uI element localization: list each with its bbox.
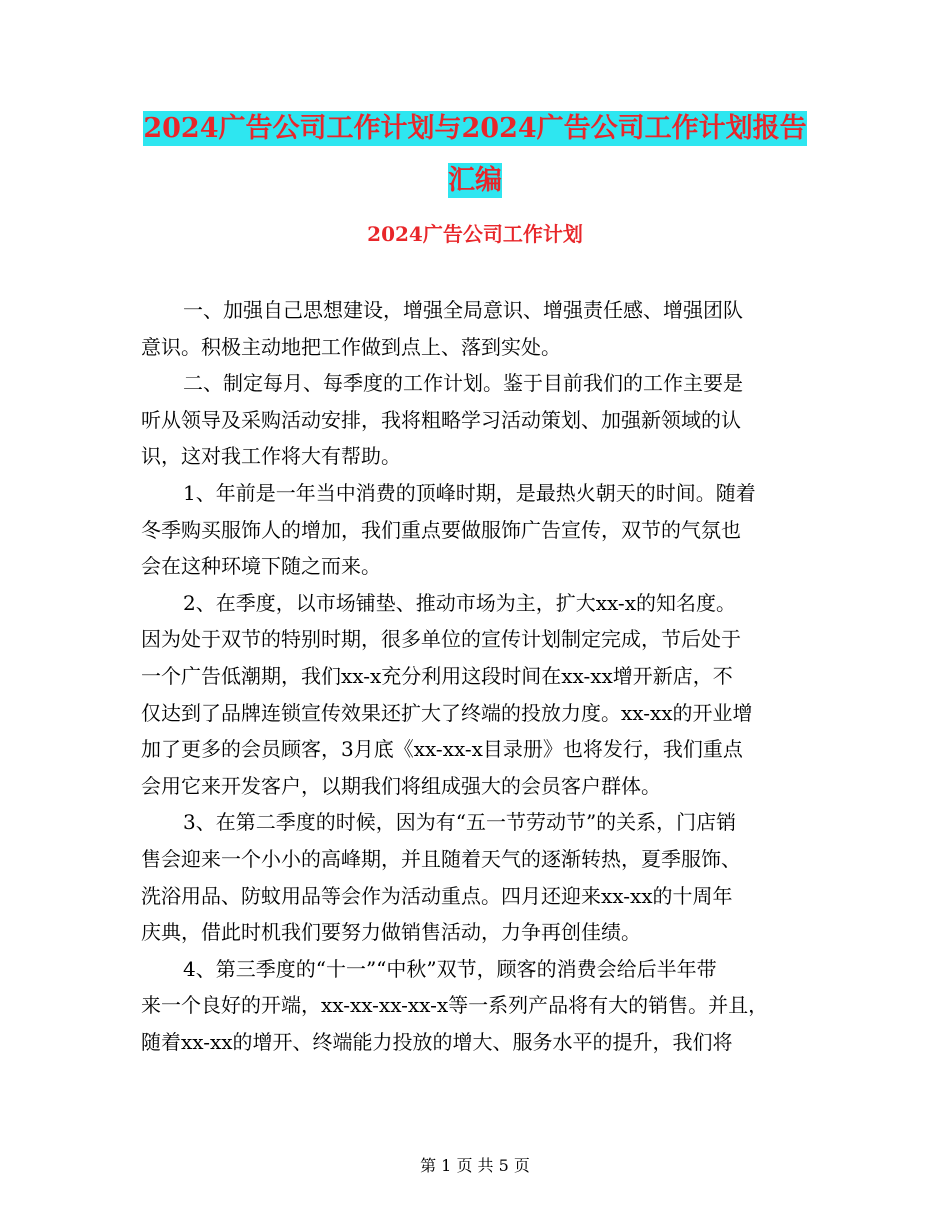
paragraph-line: 4、第三季度的“十一”“中秋”双节，顾客的消费会给后半年带 <box>183 956 717 981</box>
title-line-2 <box>0 160 950 202</box>
paragraph-line: 加了更多的会员顾客，3月底《xx-xx-x目录册》也将发行，我们重点 <box>141 737 743 762</box>
document-body <box>141 292 816 1060</box>
paragraph-line: 一个广告低潮期，我们xx-x充分利用这段时间在xx-xx增开新店，不 <box>141 663 733 688</box>
paragraph <box>141 951 816 1061</box>
paragraph-line: 3、在第二季度的时候，因为有“五一节劳动节”的关系，门店销 <box>183 810 737 835</box>
paragraph <box>141 475 816 585</box>
paragraph-line: 会在这种环境下随之而来。 <box>141 554 381 579</box>
paragraph-line: 庆典，借此时机我们要努力做销售活动，力争再创佳绩。 <box>141 920 641 945</box>
section-heading: 2024广告公司工作计划 <box>367 222 583 246</box>
paragraph-line: 冬季购买服饰人的增加，我们重点要做服饰广告宣传，双节的气氛也 <box>141 517 741 542</box>
title-text-1: 2024广告公司工作计划与2024广告公司工作计划报告 <box>143 113 807 144</box>
paragraph-line: 一、加强自己思想建设，增强全局意识、增强责任感、增强团队 <box>183 298 743 322</box>
document-title <box>0 108 950 202</box>
paragraph-line: 2、在季度，以市场铺垫、推动市场为主，扩大xx-x的知名度。 <box>183 590 736 615</box>
paragraph-line: 洗浴用品、防蚊用品等会作为活动重点。四月还迎来xx-xx的十周年 <box>141 883 733 908</box>
title-text-2: 汇编 <box>448 165 502 196</box>
paragraph-line: 因为处于双节的特别时期，很多单位的宣传计划制定完成，节后处于 <box>141 627 741 652</box>
paragraph <box>141 585 816 805</box>
page-footer: 第 1 页 共 5 页 <box>420 1156 530 1175</box>
paragraph-line: 听从领导及采购活动安排，我将粗略学习活动策划、加强新领域的认 <box>141 407 741 432</box>
paragraph <box>141 365 816 475</box>
paragraph-line: 意识。积极主动地把工作做到点上、落到实处。 <box>141 334 561 359</box>
paragraph-line: 二、制定每月、每季度的工作计划。鉴于目前我们的工作主要是 <box>183 371 743 396</box>
paragraph-line: 仅达到了品牌连锁宣传效果还扩大了终端的投放力度。xx-xx的开业增 <box>141 700 753 725</box>
paragraph-line: 会用它来开发客户，以期我们将组成强大的会员客户群体。 <box>141 773 661 798</box>
paragraph-line: 1、年前是一年当中消费的顶峰时期，是最热火朝天的时间。随着 <box>183 480 756 505</box>
paragraph-line: 售会迎来一个小小的高峰期，并且随着天气的逐渐转热，夏季服饰、 <box>141 846 741 871</box>
paragraph <box>141 292 816 365</box>
paragraph-line: 随着xx-xx的增开、终端能力投放的增大、服务水平的提升，我们将 <box>141 1029 733 1054</box>
paragraph-line: 识，这对我工作将大有帮助。 <box>141 444 401 469</box>
paragraph <box>141 804 816 950</box>
title-line-1 <box>0 108 950 150</box>
paragraph-line: 来一个良好的开端，xx-xx-xx-xx-x等一系列产品将有大的销售。并且， <box>141 993 769 1018</box>
